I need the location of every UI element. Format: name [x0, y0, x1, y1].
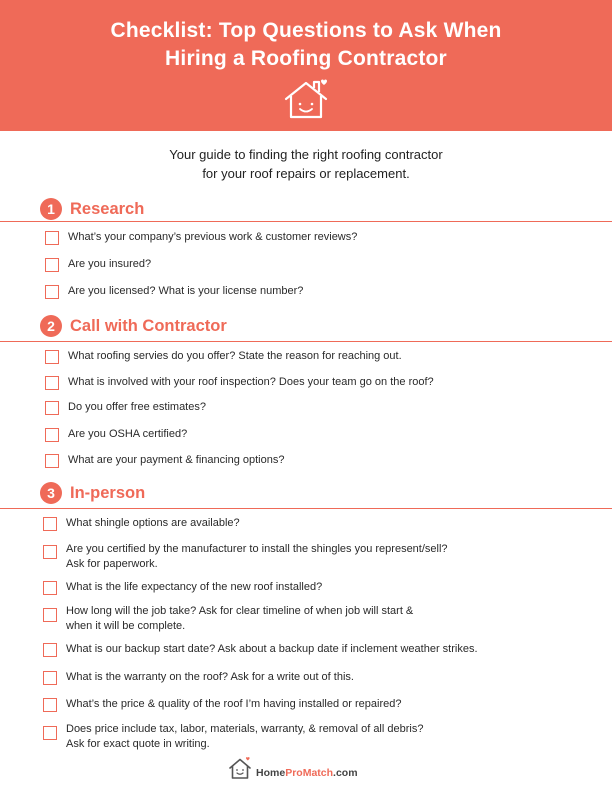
item-text-line-1: Does price include tax, labor, materials, warranty, & removal of all debris?: [66, 723, 424, 735]
checkbox[interactable]: [43, 581, 57, 595]
item-text: What is our backup start date? Ask about a backup date if inclement weather strikes.: [66, 643, 478, 655]
item-text: What shingle options are available?: [66, 517, 240, 529]
item-text: What is the life expectancy of the new roof installed?: [66, 581, 323, 593]
title-line-2: Hiring a Roofing Contractor: [165, 47, 447, 70]
checkbox[interactable]: [45, 285, 59, 299]
section-heading-in-person: [40, 482, 145, 504]
brand-com: .com: [333, 767, 358, 779]
checkbox[interactable]: [43, 545, 57, 559]
brand-match: Match: [302, 767, 334, 779]
section-heading-call-with-contractor: [40, 315, 227, 337]
section-divider: [0, 341, 612, 342]
checkbox[interactable]: [45, 401, 59, 415]
section-number-badge: 2: [40, 315, 62, 337]
item-text: [66, 604, 413, 634]
page-title: [0, 17, 612, 73]
item-text: [66, 542, 448, 572]
item-text: Are you licensed? What is your license number?: [68, 285, 304, 297]
item-text-line-1: How long will the job take? Ask for clear timeline of when job will start &: [66, 605, 414, 617]
checkbox[interactable]: [45, 350, 59, 364]
brand-home: Home: [256, 767, 286, 779]
item-text: What roofing servies do you offer? State the reason for reaching out.: [68, 350, 402, 362]
section-number-badge: 1: [40, 198, 62, 220]
section-divider: [0, 221, 612, 222]
checkbox[interactable]: [45, 376, 59, 390]
section-title: Call with Contractor: [70, 316, 227, 335]
checkbox[interactable]: [43, 726, 57, 740]
item-text: What’s the price & quality of the roof I’m having installed or repaired?: [66, 698, 402, 710]
subtitle-line-2: for your roof repairs or replacement.: [202, 166, 410, 181]
item-text-line-2: when it will be complete.: [66, 620, 186, 632]
item-text: Do you offer free estimates?: [68, 401, 206, 413]
checkbox[interactable]: [43, 698, 57, 712]
checkbox[interactable]: [43, 671, 57, 685]
house-logo-icon: [228, 756, 252, 780]
item-text: Are you OSHA certified?: [68, 428, 188, 440]
section-number-badge: 3: [40, 482, 62, 504]
checkbox[interactable]: [45, 231, 59, 245]
item-text-line-2: Ask for exact quote in writing.: [66, 738, 210, 750]
item-text: [66, 722, 423, 752]
brand-pro: Pro: [285, 767, 303, 779]
checkbox[interactable]: [43, 517, 57, 531]
item-text-line-1: Are you certified by the manufacturer to install the shingles you represent/sell?: [66, 543, 448, 555]
section-title: Research: [70, 199, 145, 218]
checkbox[interactable]: [45, 258, 59, 272]
item-text-line-2: Ask for paperwork.: [66, 558, 158, 570]
item-text: Are you insured?: [68, 258, 152, 270]
checkbox[interactable]: [45, 428, 59, 442]
item-text: What is the warranty on the roof? Ask for a write out of this.: [66, 671, 354, 683]
section-heading-research: [40, 198, 144, 220]
subtitle: [0, 145, 612, 183]
checkbox[interactable]: [43, 643, 57, 657]
subtitle-line-1: Your guide to finding the right roofing contractor: [169, 147, 443, 162]
item-text: What’s your company’s previous work & customer reviews?: [68, 231, 358, 243]
title-line-1: Checklist: Top Questions to Ask When: [110, 19, 502, 42]
header-banner: [0, 0, 612, 131]
item-text: What is involved with your roof inspection? Does your team go on the roof?: [68, 376, 434, 388]
house-with-heart-icon: [283, 78, 329, 120]
brand-name: [256, 767, 358, 779]
section-divider: [0, 508, 612, 509]
checkbox[interactable]: [45, 454, 59, 468]
section-title: In-person: [70, 483, 146, 502]
footer-logo: [228, 754, 358, 780]
checkbox[interactable]: [43, 608, 57, 622]
item-text: What are your payment & financing options?: [68, 454, 285, 466]
